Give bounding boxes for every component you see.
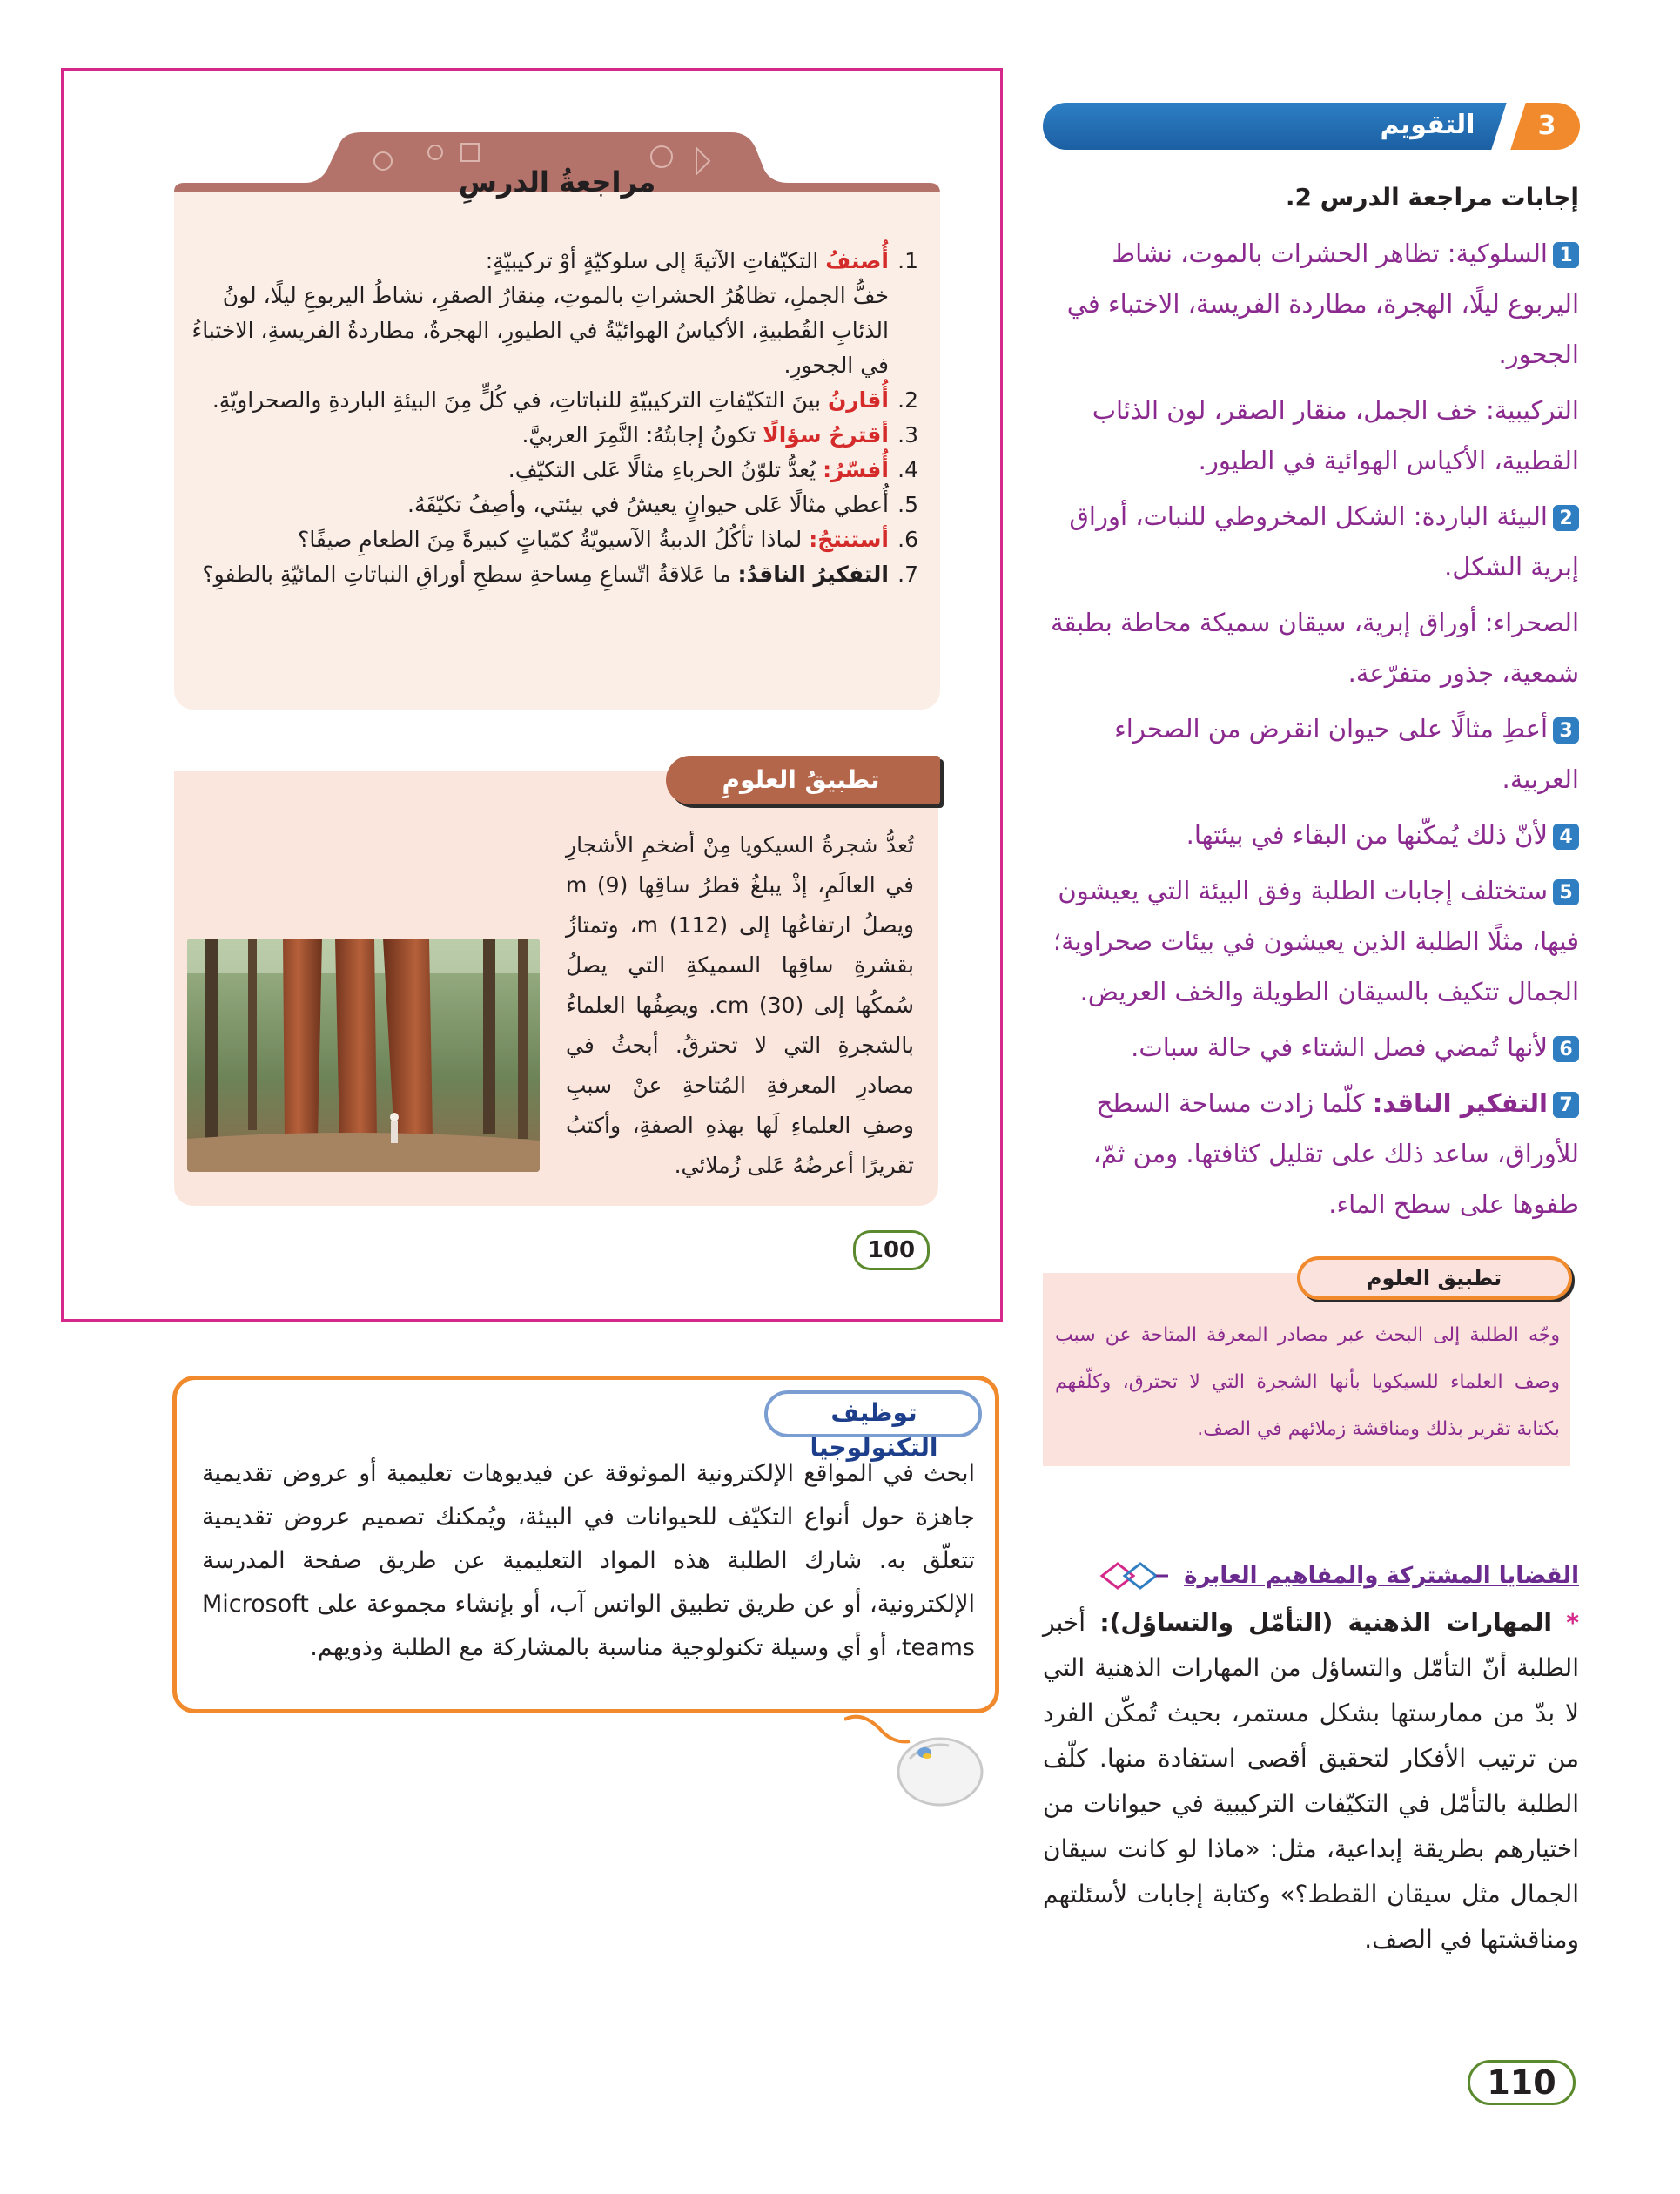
question-keyword: أُفسّرُ: xyxy=(823,457,889,482)
question-subtext: خفُّ الجملِ، تظاهُرُ الحشراتِ بالموتِ، مِنقارُ الصقرِ، نشاطُ اليربوعِ ليلًا، لونُ الذئابِ القُطبيةِ، الأكياسُ الهوائيّةُ في الطيورِ، الهجرةُ، مطاردةُ الفريسةِ، الاختباءُ في الجحورِ. xyxy=(192,283,889,378)
question-number: 2. xyxy=(897,387,918,413)
question-text: بينَ التكيّفاتِ التركيبيّةِ للنباتاتِ، في كُلٍّ مِنَ البيئةِ الباردةِ والصحراويّةِ. xyxy=(212,387,828,413)
answer-item-3 xyxy=(1041,703,1579,804)
answer-item-1 xyxy=(1041,228,1579,380)
question-keyword: التفكيرُ الناقدُ: xyxy=(737,562,889,587)
answer-number-badge: 2 xyxy=(1553,505,1579,531)
answer-item-4 xyxy=(1041,810,1579,860)
question-number: 5. xyxy=(897,492,918,517)
science-note-title: تطبيق العلوم xyxy=(1366,1266,1502,1290)
question-number: 1. xyxy=(897,248,918,273)
answer-number-badge: 6 xyxy=(1553,1036,1579,1062)
bullet-star: * xyxy=(1566,1608,1579,1637)
answer-item-7 xyxy=(1041,1078,1579,1229)
answer-lead: التفكير الناقد: xyxy=(1372,1088,1548,1118)
question-text: تكونُ إجابتُهُ: النَّمِرَ العربيَّ. xyxy=(521,422,763,448)
science-application-title: تطبيقُ العلومِ xyxy=(722,765,880,794)
answer-lead: البيئة الباردة: xyxy=(1413,501,1548,531)
review-questions-list xyxy=(187,244,918,592)
science-note-text: وجّه الطلبة إلى البحث عبر مصادر المعرفة المتاحة عن سبب وصف العلماء للسيكويا بأنها الشجرة التي لا تحترق، وكلّفهم بكتابة تقرير بذلك ومناقشة زملائهم في الصف. xyxy=(1055,1324,1560,1440)
answer-item-5 xyxy=(1041,865,1579,1017)
question-text: ما عَلاقةُ اتّساعِ مِساحةِ سطحِ أوراقِ النباتاتِ المائيّةِ بالطفوِ؟ xyxy=(202,562,738,587)
review-title: مراجعةُ الدرسِ xyxy=(458,165,656,199)
question-number: 6. xyxy=(897,527,918,552)
question-text: أُعطي مثالًا عَلى حيوانٍ يعيشُ في بيئتي، وأصِفُ تكيّفَهُ. xyxy=(407,492,889,517)
review-question-2 xyxy=(187,383,918,418)
question-text: لماذا تأكُلُ الدببةُ الآسيويّةُ كمّياتٍ كبيرةً مِنَ الطعامِ صيفًا؟ xyxy=(298,527,810,552)
question-text: التكيّفاتِ الآتيةَ إلى سلوكيّةٍ أوْ تركيبيّةٍ: xyxy=(485,248,826,273)
answer-text: كلّما زادت مساحة السطح للأوراق، ساعد ذلك على تقليل كثافتها. ومن ثمّ، طفوها على سطح الماء. xyxy=(1092,1088,1579,1219)
review-question-7 xyxy=(187,557,918,592)
answer-text: تظاهر الحشرات بالموت، نشاط اليربوع ليلًا، الهجرة، مطاردة الفريسة، الاختباء في الجحور. xyxy=(1066,239,1579,369)
answer-number-badge: 1 xyxy=(1553,242,1579,268)
review-question-5 xyxy=(187,488,918,522)
answer-number-badge: 3 xyxy=(1553,717,1579,744)
answer-text: أعطِ مثالًا على حيوان انقرض من الصحراء العربية. xyxy=(1114,714,1579,794)
cross-cutting-body: أخبر الطلبة أنّ التأمّل والتساؤل من المهارات الذهنية التي لا بدّ من ممارستها بشكل مستمر، بحيث تُمكّن الفرد من ترتيب الأفكار لتحقيق أقصى استفادة منها. كلّف الطلبة بالتأمّل في التكيّفات التركيبية في حيوانات من اختيارهم بطريقة إبداعية، مثل: «ماذا لو كانت سيقان الجمال مثل سيقان القطط؟» وكتابة إجابات لأسئلتهم ومناقشتها في الصف. xyxy=(1043,1608,1579,1954)
review-question-3 xyxy=(187,418,918,453)
evaluation-section-number: 3 xyxy=(1537,111,1556,141)
answer-number-badge: 7 xyxy=(1553,1092,1579,1118)
question-keyword: أستنتجُ: xyxy=(809,527,889,552)
answer-number-badge: 5 xyxy=(1553,879,1579,905)
answer-subtext: التركيبية: خف الجمل، منقار الصقر، لون الذئاب القطبية، الأكياس الهوائية في الطيور. xyxy=(1092,395,1579,475)
answers-heading: إجابات مراجعة الدرس 2. xyxy=(1285,183,1579,212)
question-number: 7. xyxy=(897,562,918,587)
sequoia-trees-photo xyxy=(187,939,540,1172)
technology-title: توظيف التكنولوجيا xyxy=(810,1398,938,1462)
review-question-4 xyxy=(187,453,918,488)
answer-text: لأنّ ذلك يُمكّنها من البقاء في بيئتها. xyxy=(1186,820,1548,850)
answer-item-2 xyxy=(1041,491,1579,592)
page-number: 110 xyxy=(1468,2060,1576,2105)
answer-text: ستختلف إجابات الطلبة وفق البيئة التي يعيشون فيها، مثلًا الطلبة الذين يعيشون في بيئات صحراوية؛ الجمال تتكيف بالسيقان الطويلة والخف العريض. xyxy=(1052,876,1579,1006)
question-keyword: أُقارنُ xyxy=(827,387,889,413)
cross-cutting-heading: القضايا المشتركة والمفاهيم العابرة xyxy=(1184,1563,1579,1589)
computer-mouse-icon xyxy=(844,1711,992,1815)
science-application-text: تُعدُّ شجرةُ السيكويا مِنْ أضخمِ الأشجارِ في العالَمِ، إذْ يبلغُ قطرُ ساقِها (9) m ويصلُ ارتفاعُها إلى (112) m، وتمتازُ بقشرةِ ساقِها السميكةِ التي يصلُ سُمكُها إلى (30) cm. ويصِفُها العلماءُ بالشجرةِ التي لا تحترقُ. أبحثُ في مصادرِ المعرفةِ المُتاحةِ عنْ سببِ وصفِ العلماءِ لَها بهذهِ الصفةِ، وأكتبُ تقريرًا أعرضُهُ عَلى زُملائي. xyxy=(566,832,915,1178)
review-question-6 xyxy=(187,522,918,557)
cross-cutting-text xyxy=(1043,1600,1579,1962)
question-number: 4. xyxy=(897,457,918,482)
question-number: 3. xyxy=(897,422,918,448)
answer-item-6 xyxy=(1041,1022,1579,1073)
review-question-1 xyxy=(187,244,918,383)
answer-subtext: الصحراء: أوراق إبرية، سيقان سميكة محاطة بطبقة شمعية، جذور متفرّعة. xyxy=(1050,608,1579,688)
question-keyword: أُصنفُ xyxy=(825,248,889,273)
answer-text: لأنها تُمضي فصل الشتاء في حالة سبات. xyxy=(1131,1033,1548,1062)
cross-cutting-lead: المهارات الذهنية (التأمّل والتساؤل): xyxy=(1099,1608,1552,1637)
evaluation-title: التقويم xyxy=(1380,110,1475,140)
answer-text: الشكل المخروطي للنبات، أوراق إبرية الشكل. xyxy=(1069,501,1579,582)
diamond-chain-icon xyxy=(1099,1558,1168,1593)
answer-number-badge: 4 xyxy=(1553,824,1579,850)
answer-lead: السلوكية: xyxy=(1447,239,1548,268)
question-text: يُعدُّ تلوّنُ الحرباءِ مثالًا عَلى التكيّفِ. xyxy=(507,457,823,482)
technology-text: ابحث في المواقع الإلكترونية الموثوقة عن فيديوهات تعليمية أو عروض تقديمية جاهزة حول أنواع التكيّف للحيوانات في البيئة، ويُمكنك تصميم عروض تقديمية تتعلّق به. شارك الطلبة هذه المواد التعليمية عن طريق صفحة المدرسة الإلكترونية، أو عن طريق تطبيق الواتس آب، أو بإنشاء مجموعة على Microsoft teams، أو أي وسيلة تكنولوجية مناسبة بالمشاركة مع الطلبة وذويهم. xyxy=(202,1460,975,1661)
question-keyword: أقترحُ سؤالًا xyxy=(763,422,889,448)
answers-list xyxy=(1041,228,1579,1235)
book-page-number: 100 xyxy=(853,1230,930,1270)
